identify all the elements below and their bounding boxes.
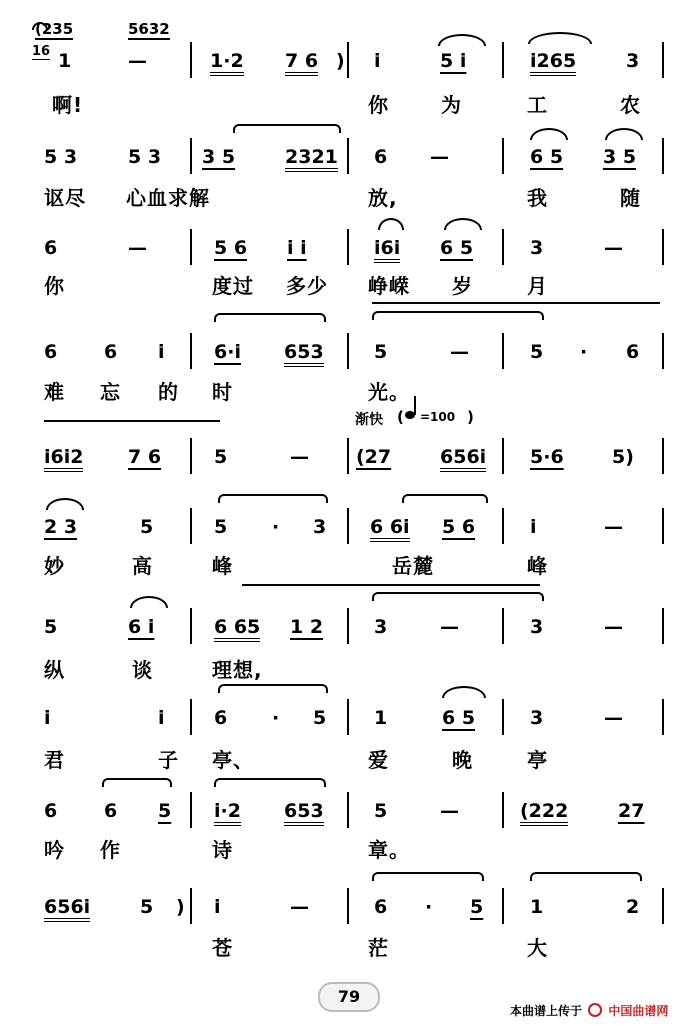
slur	[378, 218, 404, 230]
note: 5 3	[128, 146, 162, 168]
tie	[233, 124, 341, 133]
note: 3	[374, 616, 388, 638]
note: 3 5	[202, 146, 236, 168]
lyric: 心血求解	[126, 186, 210, 210]
lyric: 月	[527, 274, 548, 298]
dash: —	[604, 707, 623, 729]
lyric: 妙	[44, 554, 65, 578]
note: i6i2	[44, 448, 83, 472]
slur	[528, 32, 592, 44]
note: 653	[284, 343, 324, 367]
lyric: 光。	[368, 380, 410, 404]
note: (27	[356, 446, 392, 468]
note: 6 5	[442, 707, 476, 729]
note: i	[158, 707, 165, 729]
note: 3	[530, 707, 544, 729]
tie	[372, 592, 544, 601]
lyric: 度过	[212, 274, 254, 298]
tie	[214, 313, 326, 322]
slur	[46, 498, 84, 510]
close-paren: )	[176, 896, 185, 918]
note: 5)	[612, 446, 634, 468]
note: 1	[530, 896, 544, 918]
quarter-note-icon	[405, 395, 419, 421]
tie	[372, 311, 544, 320]
lyric: 亭、	[212, 748, 254, 772]
tempo-value: =100	[420, 410, 456, 424]
note: i	[158, 341, 165, 363]
note: 2 3	[44, 516, 78, 538]
note: 6	[626, 341, 640, 363]
dash: —	[128, 50, 147, 72]
note: i	[44, 707, 51, 729]
note: 5	[44, 616, 58, 638]
lyric: 农	[620, 93, 641, 117]
footer-text: 本曲谱上传于	[510, 1004, 583, 1018]
intro-phrase-a: (235	[35, 20, 74, 38]
note: i6i	[374, 239, 400, 263]
lyric: 岳麓	[392, 554, 434, 578]
lyric: 子	[158, 748, 179, 772]
tie	[402, 494, 488, 503]
note: i	[530, 516, 537, 538]
note: 5 3	[44, 146, 78, 168]
note: 6 i	[128, 616, 155, 638]
lyric: 峥嵘	[368, 274, 410, 298]
note: 5 6	[214, 237, 248, 259]
lyric: 峰	[212, 554, 233, 578]
note: 6 6i	[370, 518, 410, 542]
lyric: 作	[100, 838, 121, 862]
note: 6	[44, 341, 58, 363]
dot: ·	[272, 516, 280, 538]
dash: —	[604, 516, 623, 538]
note: 5	[140, 896, 154, 918]
note: 6	[374, 896, 388, 918]
note: 3	[626, 50, 640, 72]
lyric: 讴尽	[44, 186, 86, 210]
note: 7 6	[128, 446, 162, 468]
tie	[102, 778, 172, 787]
tie	[372, 872, 484, 881]
intro-phrase-b: 5632	[128, 20, 170, 38]
note: i265	[530, 52, 576, 76]
note: 5	[140, 516, 154, 538]
note: 656i	[44, 898, 90, 922]
note: 6 65	[214, 618, 260, 642]
note: 1 2	[290, 616, 324, 638]
lyric: 难	[44, 380, 65, 404]
lyric: 苍	[212, 936, 233, 960]
note: i i	[287, 237, 307, 259]
dash: —	[128, 237, 147, 259]
note: 27	[618, 800, 645, 822]
slur	[605, 128, 643, 140]
footer-brand: 中国曲谱网	[608, 1004, 669, 1018]
dot: ·	[580, 341, 588, 363]
note: 5	[214, 446, 228, 468]
lyric: 晚	[452, 748, 473, 772]
meter-mark: 16	[32, 44, 51, 59]
note: 6	[44, 800, 58, 822]
note: 3 5	[603, 146, 637, 168]
tempo-marking: 渐快	[355, 412, 383, 428]
lyric: 放,	[368, 186, 398, 210]
lyric: 岁	[452, 274, 473, 298]
note: 1	[374, 707, 388, 729]
dash: —	[604, 237, 623, 259]
note: 6	[104, 341, 118, 363]
page-number: 79	[318, 982, 380, 1012]
note: 5	[470, 896, 484, 918]
lyric: 你	[44, 274, 65, 298]
lyric: 啊!	[52, 93, 84, 117]
lyric: 的	[158, 380, 179, 404]
slur	[438, 34, 486, 46]
note: 656i	[440, 448, 486, 472]
lyric: 时	[212, 380, 233, 404]
note: 5 i	[440, 50, 467, 72]
lyric: 君	[44, 748, 65, 772]
note: 3	[313, 516, 327, 538]
lyric: 吟	[44, 838, 65, 862]
lyric: 亭	[527, 748, 548, 772]
note: i	[214, 896, 221, 918]
note: 5	[374, 341, 388, 363]
dot: ·	[272, 707, 280, 729]
note: 6 5	[530, 146, 564, 168]
lyric: 我	[527, 186, 548, 210]
dash: —	[430, 146, 449, 168]
lyric: 工	[527, 93, 548, 117]
lyric: 忘	[100, 380, 121, 404]
note: 1·2	[210, 52, 244, 76]
dot: ·	[425, 896, 433, 918]
tie	[218, 684, 328, 693]
note: (222	[520, 802, 568, 826]
note: 5	[158, 800, 172, 822]
tie-line	[242, 584, 540, 586]
dash: —	[290, 446, 309, 468]
note: 653	[284, 802, 324, 826]
note: 5 6	[442, 516, 476, 538]
lyric: 高	[132, 554, 153, 578]
tie-line	[44, 420, 220, 422]
note: 6	[104, 800, 118, 822]
site-logo-icon	[588, 1003, 602, 1017]
close-paren: )	[336, 50, 345, 72]
lyric: 茫	[368, 936, 389, 960]
note: 5	[313, 707, 327, 729]
note: 2	[626, 896, 640, 918]
lyric: 为	[441, 93, 462, 117]
note: 5·6	[530, 446, 564, 468]
dash: —	[440, 616, 459, 638]
slur	[442, 686, 486, 698]
note: 6	[44, 237, 58, 259]
lyric: 章。	[368, 838, 410, 862]
lyric: 多少	[286, 274, 328, 298]
dash: —	[290, 896, 309, 918]
note: 5	[530, 341, 544, 363]
lyric: 纵	[44, 658, 65, 682]
dash: —	[604, 616, 623, 638]
tie-line	[372, 302, 660, 304]
note: 1	[58, 50, 72, 72]
lyric: 你	[368, 93, 389, 117]
lyric: 谈	[132, 658, 153, 682]
note: 5	[374, 800, 388, 822]
note: 6	[374, 146, 388, 168]
note: 6 5	[440, 237, 474, 259]
note: 3	[530, 237, 544, 259]
note: 6	[214, 707, 228, 729]
tie	[530, 872, 642, 881]
lyric: 大	[527, 936, 548, 960]
tie	[214, 778, 326, 787]
footer-credit	[510, 1002, 668, 1019]
lyric: 理想,	[212, 658, 263, 682]
lyric: 爱	[368, 748, 389, 772]
dash: —	[440, 800, 459, 822]
lyric: 峰	[527, 554, 548, 578]
note: 2321	[285, 148, 338, 172]
note: i·2	[214, 802, 241, 826]
slur	[530, 128, 568, 140]
dash: —	[450, 341, 469, 363]
lyric: 诗	[212, 838, 233, 862]
slur	[130, 596, 168, 608]
note: i	[374, 50, 381, 72]
slur	[444, 218, 482, 230]
lyric: 随	[620, 186, 641, 210]
note: 5	[214, 516, 228, 538]
note: 7 6	[285, 52, 318, 76]
note: 6·i	[214, 341, 241, 363]
tie	[218, 494, 328, 503]
note: 3	[530, 616, 544, 638]
